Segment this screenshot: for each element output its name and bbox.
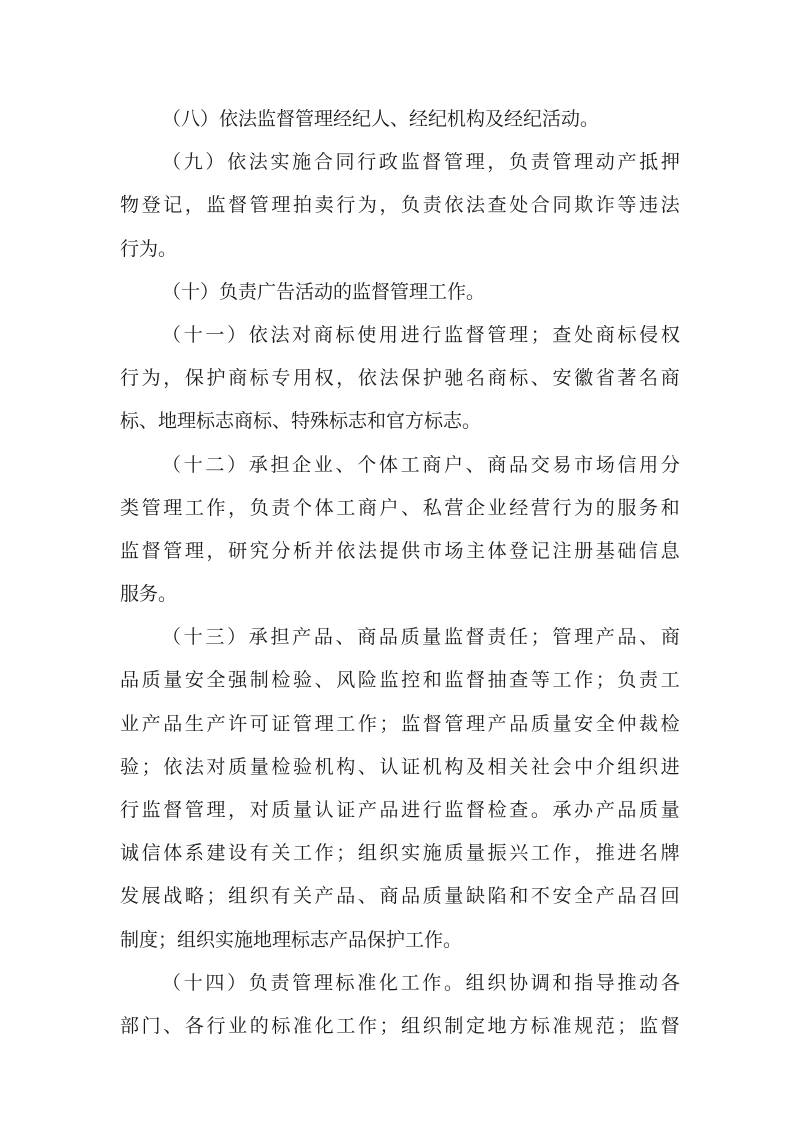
text-line: （ 十 一 ） 依 法 对 商 标 使 用 进 行 监 督 管 理 ； 查 处 商 标 侵 权 [162, 323, 680, 346]
text-line: （ 九 ） 依 法 实 施 合 同 行 政 监 督 管 理 ， 负 责 管 理 动 产 抵 押 [162, 151, 680, 174]
text-line: 诚 信 体 系 建 设 有 关 工 作 ； 组 织 实 施 质 量 振 兴 工 作 ， 推 进 名 牌 [120, 842, 680, 865]
text-line: 行为。 [120, 237, 178, 260]
text-line: （八）依法监督管理经纪人、经纪机构及经纪活动。 [162, 108, 600, 130]
text-line: 物 登 记 ， 监 督 管 理 拍 卖 行 为 ， 负 责 依 法 查 处 合 同 欺 诈 等 违 法 [120, 194, 680, 217]
paragraph-item-9 [120, 141, 680, 271]
text-line: 业 产 品 生 产 许 可 证 管 理 工 作 ； 监 督 管 理 产 品 质 量 安 全 仲 裁 检 [120, 712, 680, 735]
paragraph-item-10 [120, 271, 680, 314]
text-line: 服务。 [120, 583, 178, 606]
text-line: 标、地理标志商标、特殊标志和官方标志。 [120, 410, 482, 433]
text-line: 行 监 督 管 理 ， 对 质 量 认 证 产 品 进 行 监 督 检 查 。 承 办 产 品 质 量 [120, 799, 680, 821]
text-line: 制度；组织实施地理标志产品保护工作。 [120, 928, 463, 951]
paragraph-item-14 [120, 962, 680, 1048]
paragraph-item-12 [120, 444, 680, 617]
text-line: （ 十 四 ） 负 责 管 理 标 准 化 工 作 。 组 织 协 调 和 指 导 推 动 各 [162, 971, 680, 994]
paragraph-item-11 [120, 314, 680, 444]
text-line: 部 门 、 各 行 业 的 标 准 化 工 作 ； 组 织 制 定 地 方 标 准 规 范 ； 监 督 [120, 1014, 680, 1037]
text-line: 监 督 管 理 ， 研 究 分 析 并 依 法 提 供 市 场 主 体 登 记 注 册 基 础 信 息 [120, 539, 680, 562]
text-line: 类 管 理 工 作 ， 负 责 个 体 工 商 户 、 私 营 企 业 经 营 行 为 的 服 务 和 [120, 496, 680, 519]
text-line: 品 质 量 安 全 强 制 检 验 、 风 险 监 控 和 监 督 抽 查 等 工 作 ； 负 责 工 [120, 669, 680, 692]
text-line: （ 十 二 ） 承 担 企 业 、 个 体 工 商 户 、 商 品 交 易 市 场 信 用 分 [162, 453, 680, 476]
text-line: 发 展 战 略 ； 组 织 有 关 产 品 、 商 品 质 量 缺 陷 和 不 安 全 产 品 召 回 [120, 885, 680, 908]
text-line: （ 十 三 ） 承 担 产 品 、 商 品 质 量 监 督 责 任 ； 管 理 产 品 、 商 [162, 626, 680, 649]
text-line: （十）负责广告活动的监督管理工作。 [162, 280, 486, 303]
paragraph-item-13 [120, 616, 680, 962]
paragraph-item-8 [120, 98, 680, 141]
text-line: 行 为 ， 保 护 商 标 专 用 权 ， 依 法 保 护 驰 名 商 标 、 安 徽 省 著 名 商 [120, 367, 680, 390]
document-body [120, 98, 680, 1048]
text-line: 验 ； 依 法 对 质 量 检 验 机 构 、 认 证 机 构 及 相 关 社 会 中 介 组 织 进 [120, 755, 680, 778]
